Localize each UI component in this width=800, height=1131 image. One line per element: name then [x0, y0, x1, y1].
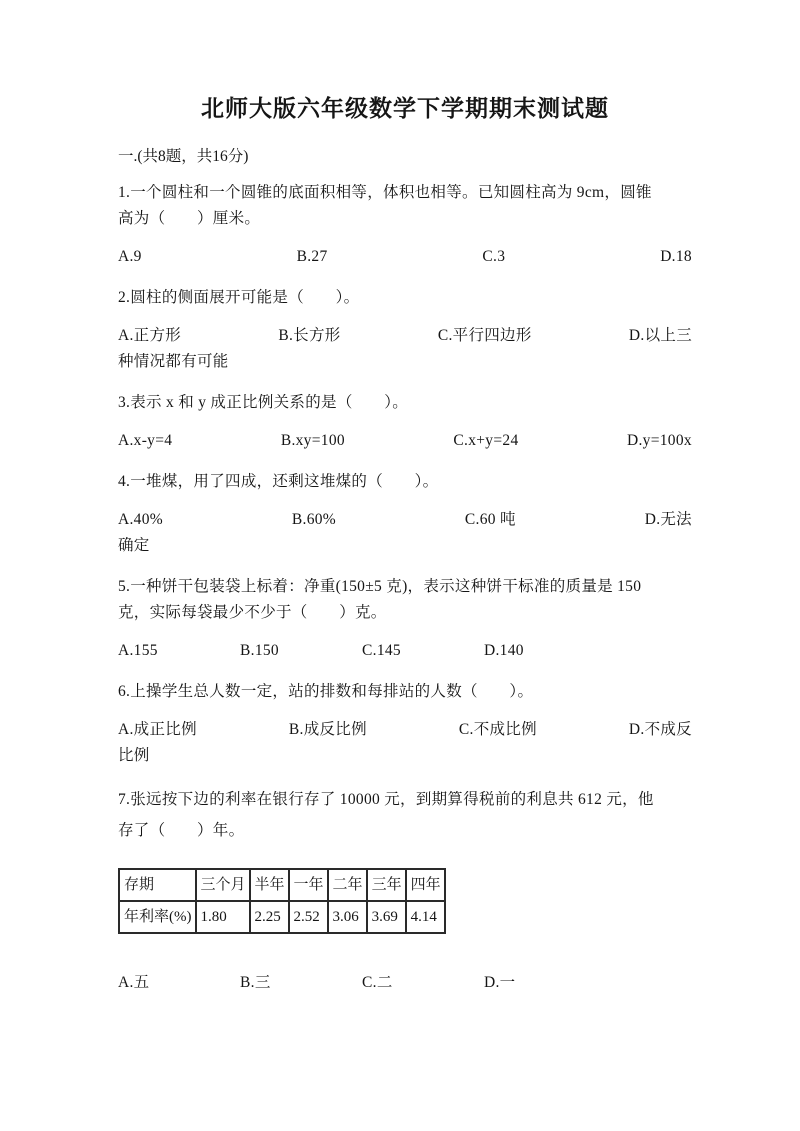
question-5-options-row [118, 638, 692, 664]
option-d: D.不成反 [628, 721, 692, 738]
table-cell: 半年 [250, 869, 289, 901]
option-c: C.不成比例 [458, 721, 537, 738]
option-b: B.60% [291, 511, 337, 528]
table-cell: 三个月 [196, 869, 250, 901]
option-b: B.xy=100 [280, 432, 345, 449]
option-c: C.145 [362, 642, 401, 659]
option-c: C.60 吨 [464, 511, 516, 528]
page-title: 北师大版六年级数学下学期期末测试题 [201, 96, 609, 121]
option-d: D.140 [484, 642, 524, 659]
option-a: A.40% [118, 511, 163, 528]
question-2-text-line: 2.圆柱的侧面展开可能是（ ）。 [118, 289, 360, 306]
option-d: D.y=100x [627, 432, 692, 449]
option-d: D.一 [484, 974, 516, 991]
question-7-text-line: 7.张远按下边的利率在银行存了 10000 元，到期算得税前的利息共 612 元，他 [118, 791, 654, 808]
table-cell: 2.25 [250, 901, 289, 933]
question-3 [118, 390, 692, 454]
table-cell: 二年 [328, 869, 367, 901]
table-cell: 1.80 [196, 901, 250, 933]
question-4-options-row [118, 507, 692, 533]
question-7 [118, 784, 692, 996]
option-b: B.三 [240, 974, 271, 991]
option-c: C.二 [362, 974, 393, 991]
table-cell: 一年 [289, 869, 328, 901]
table-cell: 存期 [119, 869, 196, 901]
option-a: A.五 [118, 974, 150, 991]
question-1 [118, 180, 692, 270]
table-cell: 年利率(%) [119, 901, 196, 933]
option-b: B.成反比例 [288, 721, 367, 738]
table-row-values [119, 901, 445, 933]
option-c: C.x+y=24 [453, 432, 519, 449]
option-a: A.9 [118, 248, 142, 265]
question-5-text-line: 克，实际每袋最少不少于（ ）克。 [118, 604, 387, 621]
question-3-text-line: 3.表示 x 和 y 成正比例关系的是（ ）。 [118, 394, 409, 411]
question-3-options-row [118, 428, 692, 454]
question-7-text-line: 存了（ ）年。 [118, 822, 245, 839]
question-7-options-row [118, 970, 692, 996]
option-d: D.无法 [644, 511, 692, 528]
option-a: A.155 [118, 642, 158, 659]
question-6-options-row [118, 717, 692, 743]
option-d-continuation: 比例 [118, 747, 150, 764]
table-cell: 三年 [367, 869, 406, 901]
question-5-text-line: 5.一种饼干包装袋上标着：净重(150±5 克)，表示这种饼干标准的质量是 150 [118, 578, 642, 595]
option-d-continuation: 确定 [118, 537, 150, 554]
option-d-continuation: 种情况都有可能 [118, 353, 229, 370]
option-b: B.27 [296, 248, 328, 265]
table-cell: 3.06 [328, 901, 367, 933]
interest-rate-table [118, 868, 446, 934]
question-5 [118, 574, 692, 664]
table-cell: 四年 [406, 869, 445, 901]
question-1-text-line: 高为（ ）厘米。 [118, 210, 261, 227]
option-c: C.平行四边形 [437, 327, 532, 344]
option-d: D.18 [660, 248, 692, 265]
option-a: A.成正比例 [118, 721, 197, 738]
table-cell: 2.52 [289, 901, 328, 933]
option-c: C.3 [482, 248, 506, 265]
option-b: B.150 [240, 642, 279, 659]
question-4-text-line: 4.一堆煤，用了四成，还剩这堆煤的（ ）。 [118, 473, 439, 490]
section-header: 一.(共8题，共16分) [118, 148, 249, 165]
question-1-options-row [118, 244, 692, 270]
question-1-text-line: 1.一个圆柱和一个圆锥的底面积相等，体积也相等。已知圆柱高为 9cm，圆锥 [118, 184, 652, 201]
option-a: A.正方形 [118, 327, 182, 344]
table-row-header [119, 869, 445, 901]
option-d: D.以上三 [628, 327, 692, 344]
question-2 [118, 285, 692, 375]
question-6 [118, 679, 692, 769]
question-4 [118, 469, 692, 559]
option-a: A.x-y=4 [118, 432, 173, 449]
table-cell: 4.14 [406, 901, 445, 933]
option-b: B.长方形 [278, 327, 341, 344]
question-6-text-line: 6.上操学生总人数一定，站的排数和每排站的人数（ ）。 [118, 683, 534, 700]
question-2-options-row [118, 323, 692, 349]
table-cell: 3.69 [367, 901, 406, 933]
